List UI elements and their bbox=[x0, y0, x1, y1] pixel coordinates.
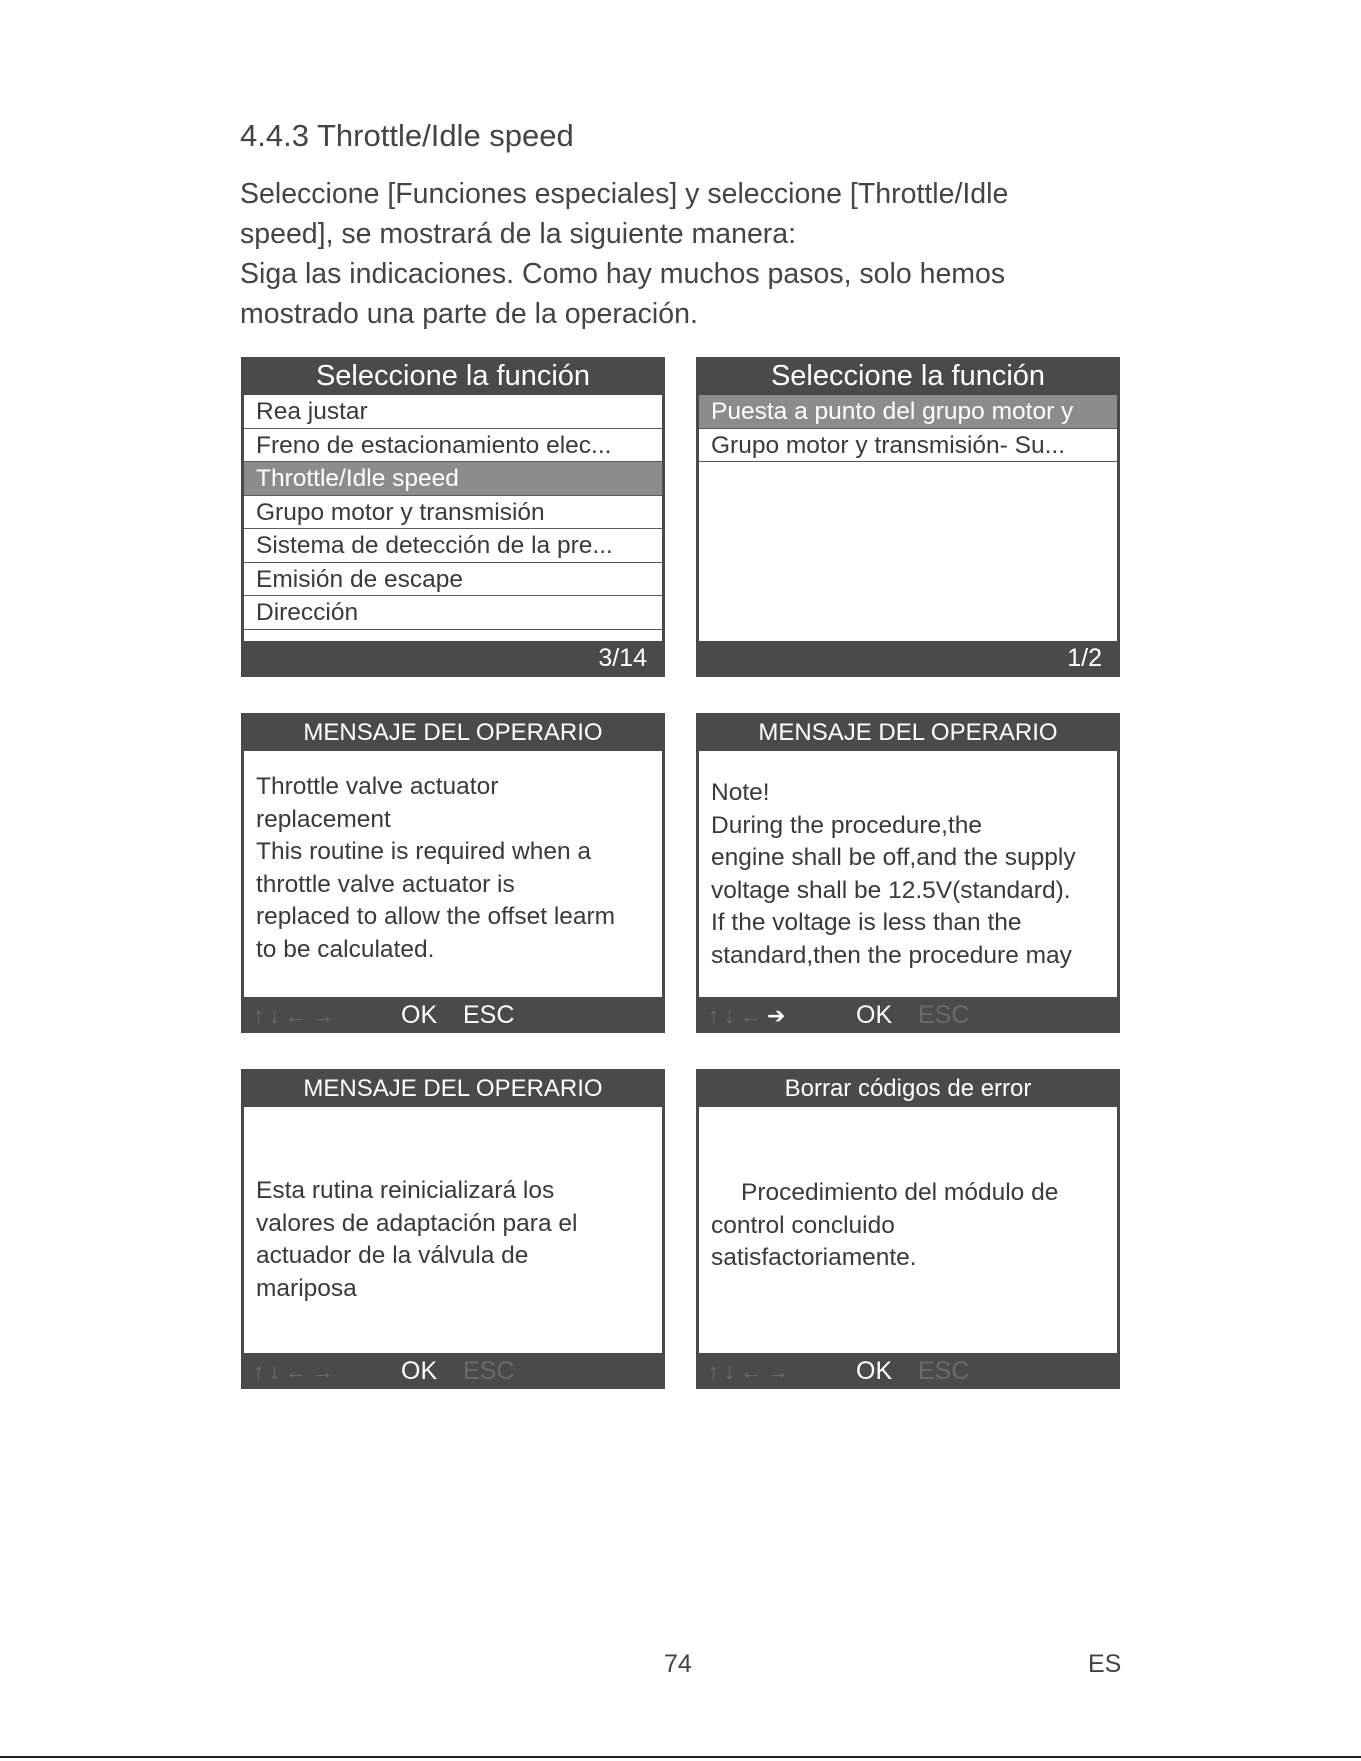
message-text bbox=[244, 751, 662, 966]
page-indicator: 1/2 bbox=[1067, 644, 1102, 672]
intro-line: Siga las indicaciones. Como hay muchos pasos, solo hemos bbox=[240, 258, 1006, 290]
screen-body bbox=[244, 1107, 662, 1353]
screen-title: Borrar códigos de error bbox=[784, 1075, 1032, 1102]
screen-footer bbox=[241, 997, 665, 1033]
intro-line: Seleccione [Funciones especiales] y seleccione [Throttle/Idle bbox=[240, 178, 1009, 210]
screen-operator-message-1 bbox=[241, 713, 665, 1033]
menu-item-grupo-motor-transmision[interactable]: Grupo motor y transmisión- Su... bbox=[699, 429, 1117, 463]
ok-button[interactable]: OK bbox=[856, 1001, 893, 1029]
screen-title: MENSAJE DEL OPERARIO bbox=[303, 1075, 603, 1102]
arrow-keys-icon: ↑↓←→ bbox=[708, 1359, 794, 1384]
page-bottom-rule bbox=[0, 1756, 1361, 1758]
arrow-keys-dim: ↑↓← bbox=[708, 1003, 767, 1028]
menu-item-puesta-a-punto[interactable]: Puesta a punto del grupo motor y bbox=[699, 395, 1117, 429]
arrow-keys-icon: ↑↓←→ bbox=[253, 1003, 339, 1028]
screen-title: MENSAJE DEL OPERARIO bbox=[303, 719, 603, 746]
screen-footer bbox=[696, 641, 1120, 677]
screen-clear-error-codes bbox=[696, 1069, 1120, 1389]
screen-body bbox=[699, 395, 1117, 641]
ok-button[interactable]: OK bbox=[856, 1357, 893, 1385]
message-line: replacement bbox=[256, 805, 391, 833]
message-line: standard,then the procedure may bbox=[711, 941, 1072, 969]
menu-item-rea-justar[interactable]: Rea justar bbox=[244, 395, 662, 429]
screen-body bbox=[244, 751, 662, 997]
page-indicator: 3/14 bbox=[598, 644, 647, 672]
message-line: actuador de la válvula de bbox=[256, 1242, 529, 1269]
screen-footer bbox=[696, 997, 1120, 1033]
message-line: Note! bbox=[711, 779, 770, 806]
menu-item-sistema-deteccion[interactable]: Sistema de detección de la pre... bbox=[244, 529, 662, 563]
screen-footer bbox=[696, 1353, 1120, 1389]
message-line: mariposa bbox=[256, 1274, 357, 1302]
message-line: valores de adaptación para el bbox=[256, 1209, 578, 1237]
screen-footer bbox=[241, 641, 665, 677]
message-line: control concluido bbox=[711, 1211, 895, 1239]
screen-title: Seleccione la función bbox=[315, 360, 591, 392]
intro-line: speed], se mostrará de la siguiente manera: bbox=[240, 218, 797, 250]
message-line: throttle valve actuator is bbox=[256, 870, 515, 898]
esc-button[interactable]: ESC bbox=[463, 1001, 515, 1029]
message-line: Throttle valve actuator bbox=[256, 773, 499, 800]
menu-item-emision-escape[interactable]: Emisión de escape bbox=[244, 563, 662, 597]
page-number: 74 bbox=[664, 1650, 692, 1678]
esc-button: ESC bbox=[918, 1357, 970, 1385]
message-text bbox=[244, 1107, 662, 1305]
message-line: engine shall be off,and the supply bbox=[711, 844, 1076, 871]
screen-footer bbox=[241, 1353, 665, 1389]
message-line: Esta rutina reinicializará los bbox=[256, 1177, 555, 1204]
ok-button[interactable]: OK bbox=[401, 1001, 438, 1029]
language-code: ES bbox=[1088, 1650, 1122, 1678]
arrow-keys-icon: ↑↓←→ bbox=[253, 1359, 339, 1384]
screen-select-function-2 bbox=[696, 357, 1120, 677]
screen-operator-message-2 bbox=[696, 713, 1120, 1033]
menu-item-throttle-idle-speed[interactable]: Throttle/Idle speed bbox=[244, 462, 662, 496]
message-line: satisfactoriamente. bbox=[711, 1244, 917, 1271]
right-arrow-icon[interactable]: ➔ bbox=[767, 1003, 791, 1028]
message-line: to be calculated. bbox=[256, 935, 435, 963]
message-line: voltage shall be 12.5V(standard). bbox=[711, 876, 1071, 904]
screen-select-function-1 bbox=[241, 357, 665, 677]
esc-button: ESC bbox=[463, 1357, 515, 1385]
section-heading: 4.4.3 Throttle/Idle speed bbox=[240, 118, 574, 153]
message-line: Procedimiento del módulo de bbox=[741, 1179, 1059, 1206]
message-line: If the voltage is less than the bbox=[711, 909, 1022, 936]
menu-item-grupo-motor[interactable]: Grupo motor y transmisión bbox=[244, 496, 662, 530]
menu-item-freno-estacionamiento[interactable]: Freno de estacionamiento elec... bbox=[244, 429, 662, 463]
message-line: During the procedure,the bbox=[711, 811, 983, 839]
screen-title: Seleccione la función bbox=[770, 360, 1046, 392]
ok-button[interactable]: OK bbox=[401, 1357, 438, 1385]
intro-line: mostrado una parte de la operación. bbox=[240, 298, 698, 330]
screen-body bbox=[699, 751, 1117, 997]
screen-title: MENSAJE DEL OPERARIO bbox=[758, 719, 1058, 746]
message-text bbox=[699, 1107, 1117, 1275]
esc-button: ESC bbox=[918, 1001, 970, 1029]
function-menu bbox=[699, 395, 1117, 462]
screen-body bbox=[244, 395, 662, 641]
message-line: replaced to allow the offset learm bbox=[256, 903, 616, 930]
message-line: This routine is required when a bbox=[256, 838, 592, 865]
message-text bbox=[699, 751, 1117, 972]
function-menu bbox=[244, 395, 662, 630]
menu-item-direccion[interactable]: Dirección bbox=[244, 596, 662, 630]
screen-body bbox=[699, 1107, 1117, 1353]
arrow-keys-icon bbox=[708, 997, 790, 1033]
screen-operator-message-3 bbox=[241, 1069, 665, 1389]
intro-text bbox=[240, 174, 1140, 334]
